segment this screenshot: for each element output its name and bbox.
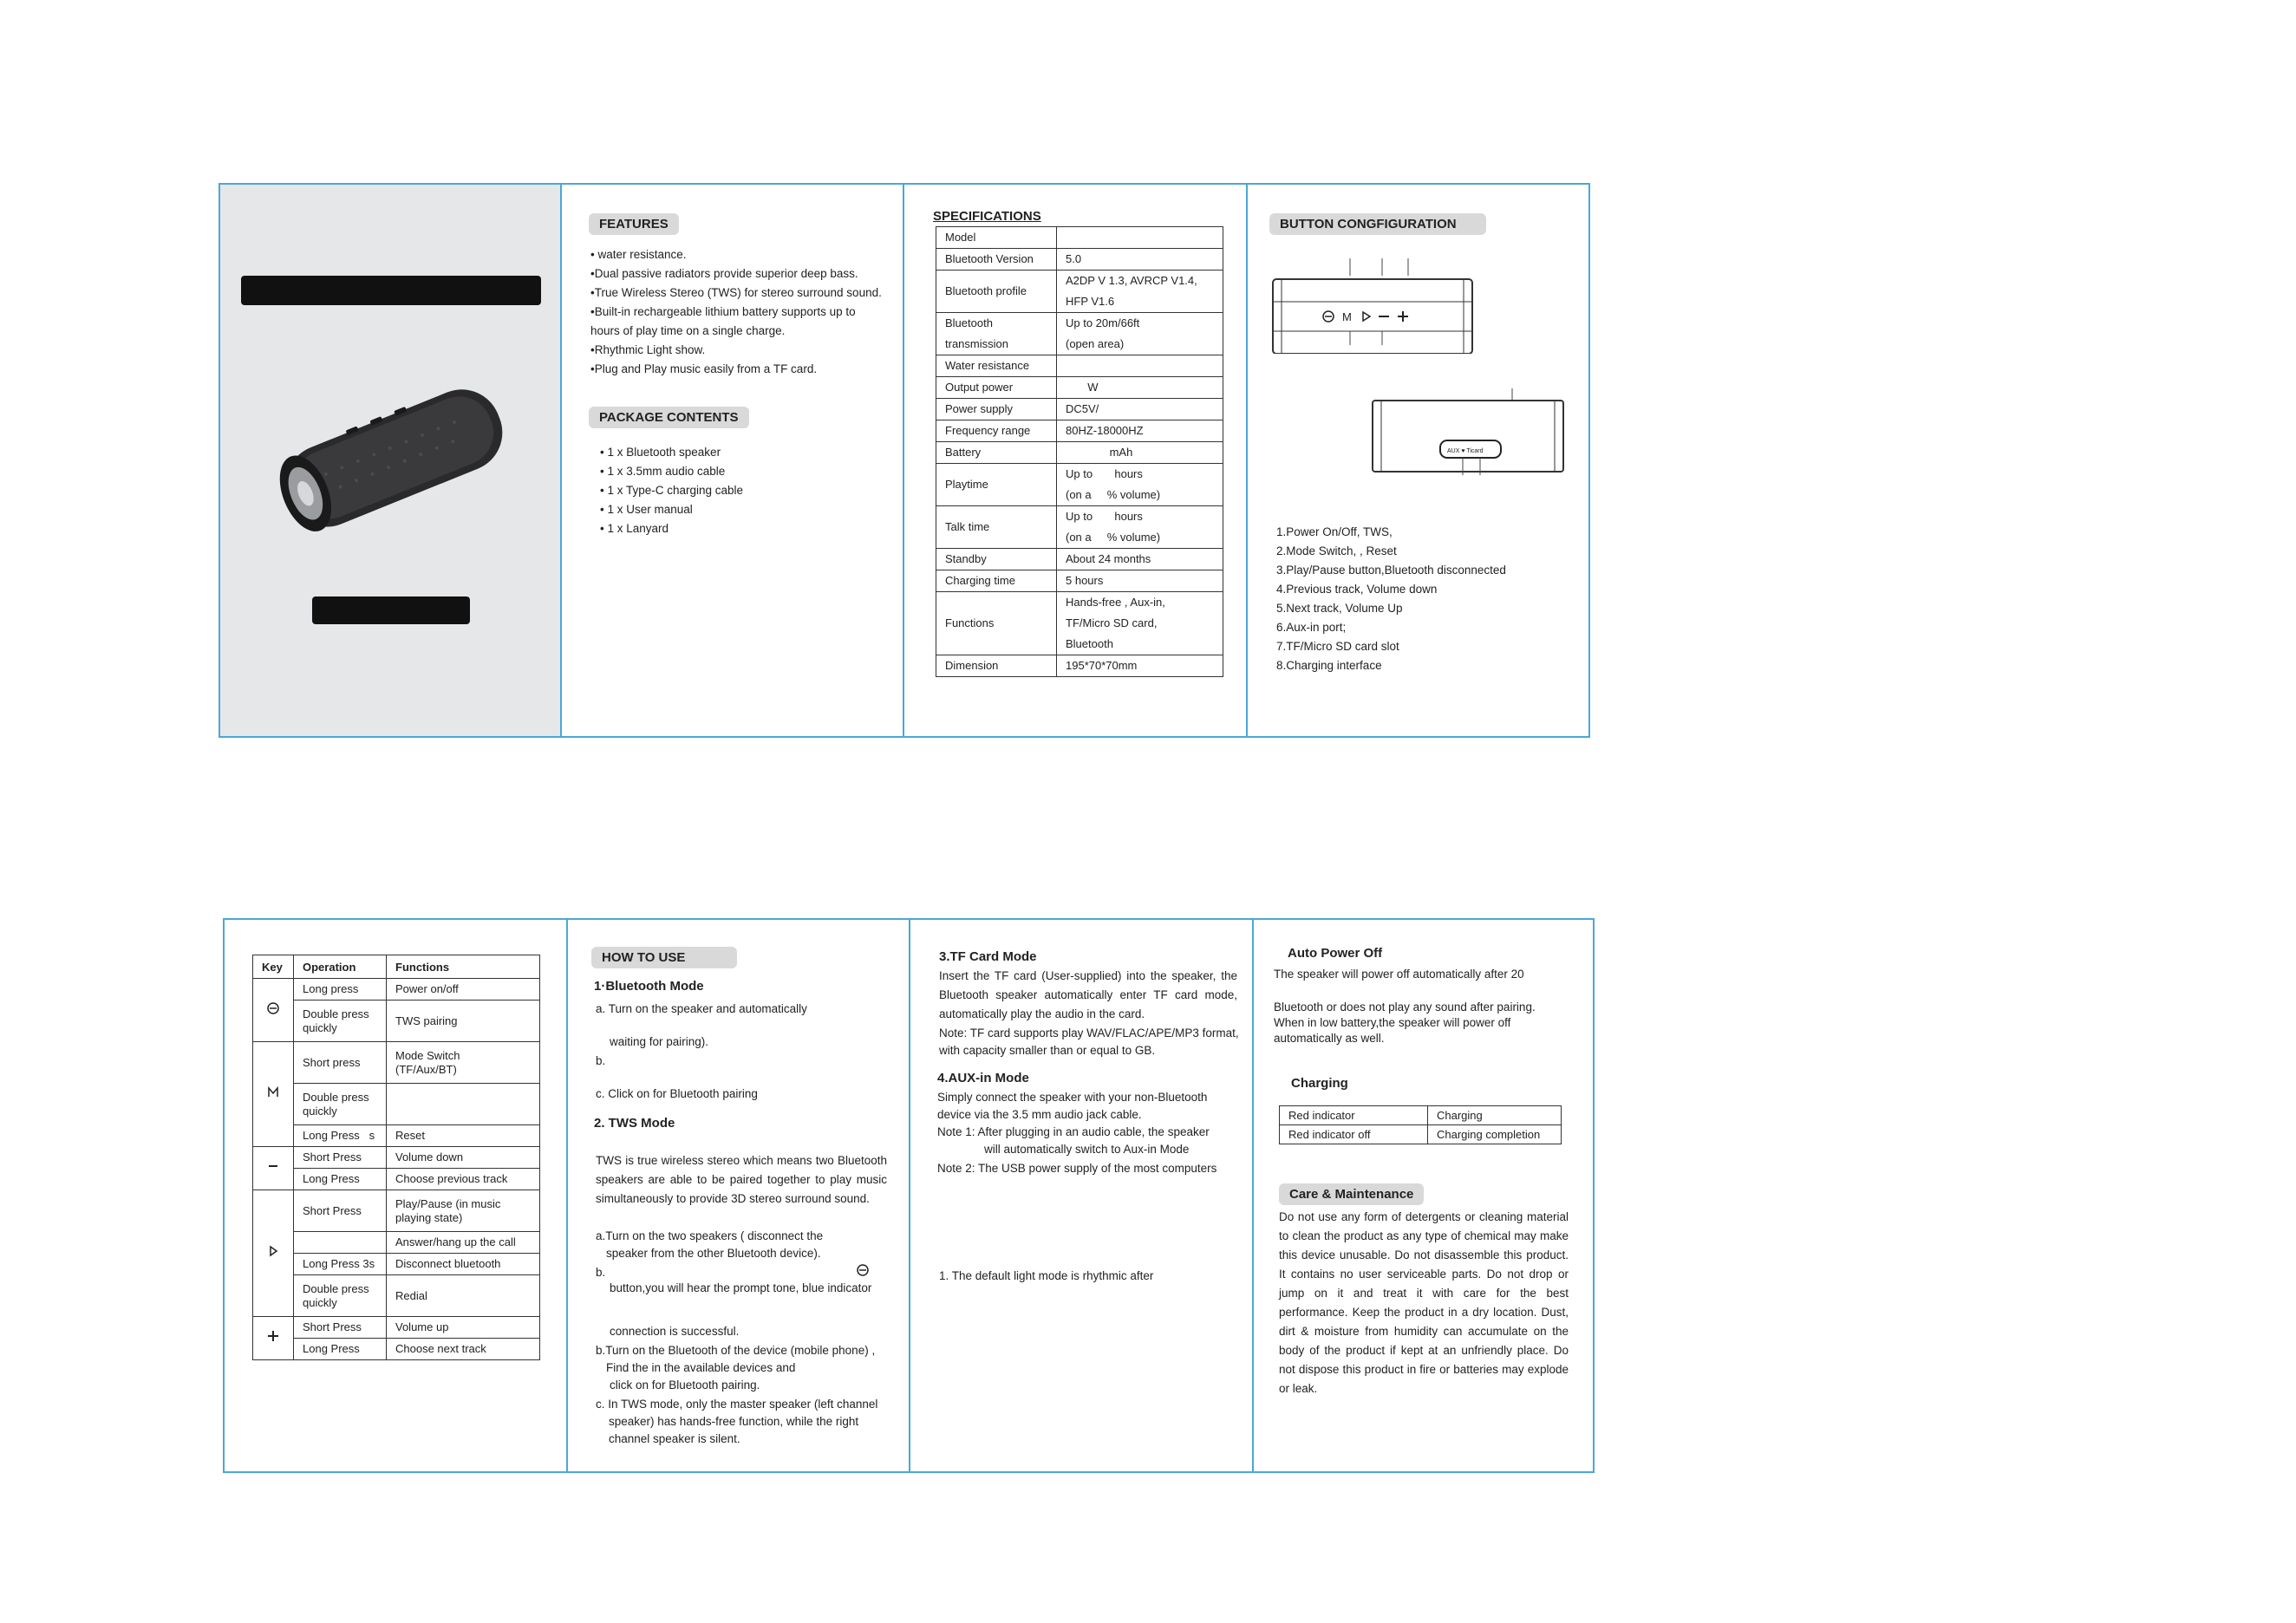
key-function: Volume up	[387, 1317, 540, 1339]
key-operation: Double press quickly	[294, 1001, 387, 1042]
cover-panel	[220, 185, 560, 736]
tws-step: b.Turn on the Bluetooth of the device (mobile phone) ,	[596, 1344, 876, 1357]
key-operation: Short Press	[294, 1317, 387, 1339]
spec-row	[936, 420, 1223, 442]
auto-off-text: Bluetooth or does not play any sound after pairing.	[1274, 1001, 1536, 1014]
power-icon	[266, 1004, 280, 1019]
spec-value: About 24 months	[1057, 549, 1223, 570]
key-operation: Short press	[294, 1042, 387, 1084]
aux-text: Simply connect the speaker with your non-Bluetooth	[937, 1091, 1208, 1104]
charging-row	[1280, 1106, 1562, 1125]
key-row	[253, 1339, 540, 1360]
tws-step: connection is successful.	[610, 1325, 740, 1338]
tws-mode-title: 2. TWS Mode	[594, 1116, 675, 1131]
tws-step: channel speaker is silent.	[609, 1432, 740, 1445]
auto-off-text: automatically as well.	[1274, 1032, 1385, 1045]
spec-key: Functions	[936, 592, 1057, 655]
key-function: Power on/off	[387, 979, 540, 1001]
key-table-heading: Functions	[387, 955, 540, 979]
charging-row	[1280, 1125, 1562, 1144]
charging-indicator: Red indicator	[1280, 1106, 1428, 1125]
key-function: Play/Pause (in music playing state)	[387, 1190, 540, 1232]
spec-row	[936, 249, 1223, 270]
button-item: 2.Mode Switch, , Reset	[1276, 544, 1397, 557]
spec-row	[936, 227, 1223, 249]
spec-key: Power supply	[936, 399, 1057, 420]
feature-item: hours of play time on a single charge.	[590, 324, 786, 337]
key-table-heading: Operation	[294, 955, 387, 979]
key-operation: Short Press	[294, 1190, 387, 1232]
button-item: 7.TF/Micro SD card slot	[1276, 640, 1399, 653]
key-row	[253, 1125, 540, 1147]
bt-step: a. Turn on the speaker and automatically	[596, 1002, 807, 1015]
charging-indicator: Red indicator off	[1280, 1125, 1428, 1144]
spec-value	[1057, 355, 1223, 377]
button-item: 4.Previous track, Volume down	[1276, 583, 1438, 596]
tws-step: speaker) has hands-free function, while the right	[609, 1415, 859, 1428]
spec-row	[936, 377, 1223, 399]
key-operation: Long Press 3s	[294, 1254, 387, 1275]
tf-mode-title: 3.TF Card Mode	[939, 949, 1037, 964]
bt-mode-title: 1·Bluetooth Mode	[594, 979, 704, 994]
aux-note: Note 2: The USB power supply of the most computers	[937, 1162, 1217, 1175]
key-row	[253, 1232, 540, 1254]
spec-value: Hands-free , Aux-in, TF/Micro SD card, Bluetooth	[1057, 592, 1223, 655]
key-function: Choose previous track	[387, 1169, 540, 1190]
key-operation: Long press	[294, 979, 387, 1001]
key-row	[253, 1084, 540, 1125]
aux-text: device via the 3.5 mm audio jack cable.	[937, 1108, 1142, 1121]
key-function: Volume down	[387, 1147, 540, 1169]
bt-step: c. Click on for Bluetooth pairing	[596, 1087, 758, 1100]
key-icon-cell	[253, 979, 294, 1042]
spec-row	[936, 570, 1223, 592]
spec-value: W	[1057, 377, 1223, 399]
key-icon-cell	[253, 1317, 294, 1360]
spec-value: mAh	[1057, 442, 1223, 464]
key-row	[253, 1169, 540, 1190]
spec-value: 5 hours	[1057, 570, 1223, 592]
spec-row	[936, 464, 1223, 506]
key-row	[253, 1042, 540, 1084]
minus-icon	[266, 1162, 280, 1177]
spec-key: Output power	[936, 377, 1057, 399]
spec-key: Charging time	[936, 570, 1057, 592]
features-title: FEATURES	[589, 213, 679, 235]
package-item: • 1 x 3.5mm audio cable	[600, 465, 726, 478]
tf-note: with capacity smaller than or equal to GB.	[939, 1044, 1156, 1057]
key-operation	[294, 1232, 387, 1254]
tws-step: a.Turn on the two speakers ( disconnect the	[596, 1229, 824, 1242]
spec-key: Bluetooth Version	[936, 249, 1057, 270]
specs-title: SPECIFICATIONS	[933, 209, 1041, 224]
play-icon	[266, 1247, 280, 1261]
button-item: 5.Next track, Volume Up	[1276, 602, 1403, 615]
spec-row	[936, 270, 1223, 313]
speaker-top-diagram	[1269, 258, 1477, 354]
mode-icon	[266, 1088, 280, 1103]
care-text: Do not use any form of detergents or cleaning material to clean the product as any type of chemical may make this device unusable. Do not disassemble this product. It contains no user serviceable parts. Do not drop or jump on it and treat it with care for the best performance. Keep the product in a dry location. Dust, dirt & moisture from humidity can accumulate on the body of the product if kept at an unfriendly place. Do not dispose this product in fire or batteries may explode or leak.	[1279, 1210, 1569, 1395]
key-function: Reset	[387, 1125, 540, 1147]
tws-step: Find the in the available devices and	[606, 1361, 796, 1374]
key-operation: Double press quickly	[294, 1275, 387, 1317]
key-operation: Short Press	[294, 1147, 387, 1169]
spec-value: 195*70*70mm	[1057, 655, 1223, 677]
key-functions-table	[252, 955, 540, 1360]
package-item: • 1 x Type-C charging cable	[600, 484, 744, 497]
button-item: 8.Charging interface	[1276, 659, 1382, 672]
bt-step: b.	[596, 1054, 606, 1067]
spec-key: Bluetooth profile	[936, 270, 1057, 313]
feature-item: •Dual passive radiators provide superior deep bass.	[590, 267, 858, 280]
package-item: • 1 x User manual	[600, 503, 693, 516]
key-function: Choose next track	[387, 1339, 540, 1360]
spec-value: 80HZ-18000HZ	[1057, 420, 1223, 442]
key-function	[387, 1084, 540, 1125]
spec-key: Dimension	[936, 655, 1057, 677]
care-title: Care & Maintenance	[1279, 1183, 1424, 1205]
button-item: 6.Aux-in port;	[1276, 621, 1347, 634]
spec-value: A2DP V 1.3, AVRCP V1.4, HFP V1.6	[1057, 270, 1223, 313]
key-icon-cell	[253, 1190, 294, 1317]
button-item: 3.Play/Pause button,Bluetooth disconnected	[1276, 564, 1506, 577]
auto-off-text: The speaker will power off automatically after 20	[1274, 968, 1524, 981]
spec-row	[936, 549, 1223, 570]
key-row	[253, 1147, 540, 1169]
speaker-image	[255, 371, 524, 544]
spec-value: Up to hours (on a % volume)	[1057, 464, 1223, 506]
fold-line	[903, 185, 904, 736]
top-sheet	[219, 183, 1590, 738]
package-title: PACKAGE CONTENTS	[589, 407, 749, 428]
feature-item: •Rhythmic Light show.	[590, 343, 706, 356]
spec-key: Playtime	[936, 464, 1057, 506]
spec-row	[936, 313, 1223, 355]
tws-step: button,you will hear the prompt tone, blue indicator	[610, 1281, 872, 1294]
fold-line	[566, 920, 568, 1471]
fold-line	[1252, 920, 1254, 1471]
plus-icon	[266, 1332, 280, 1346]
spec-value: Up to 20m/66ft (open area)	[1057, 313, 1223, 355]
spec-value: 5.0	[1057, 249, 1223, 270]
key-operation: Long Press	[294, 1339, 387, 1360]
tws-step: speaker from the other Bluetooth device).	[606, 1247, 821, 1260]
feature-item: •Built-in rechargeable lithium battery supports up to	[590, 305, 856, 318]
spec-value: Up to hours (on a % volume)	[1057, 506, 1223, 549]
fold-line	[909, 920, 910, 1471]
button-item: 1.Power On/Off, TWS,	[1276, 525, 1393, 538]
key-icon-cell	[253, 1042, 294, 1147]
feature-item: •True Wireless Stereo (TWS) for stereo surround sound.	[590, 286, 882, 299]
light-mode-text: 1. The default light mode is rhythmic after	[939, 1269, 1154, 1282]
spec-key: Bluetooth transmission	[936, 313, 1057, 355]
spec-value	[1057, 227, 1223, 249]
key-operation: Long Press s	[294, 1125, 387, 1147]
bottom-sheet	[223, 918, 1595, 1473]
aux-note: will automatically switch to Aux-in Mode	[984, 1143, 1190, 1156]
key-icon-cell	[253, 1147, 294, 1190]
key-function: Answer/hang up the call	[387, 1232, 540, 1254]
key-row	[253, 1254, 540, 1275]
spec-key: Battery	[936, 442, 1057, 464]
spec-key: Standby	[936, 549, 1057, 570]
specs-table	[936, 226, 1223, 677]
feature-item: •Plug and Play music easily from a TF card.	[590, 362, 818, 375]
auto-off-title: Auto Power Off	[1288, 946, 1383, 961]
package-item: • 1 x Bluetooth speaker	[600, 446, 721, 459]
svg-text:M: M	[1342, 310, 1352, 323]
key-row	[253, 1190, 540, 1232]
fold-line	[560, 185, 562, 736]
spec-row	[936, 506, 1223, 549]
charging-title: Charging	[1291, 1076, 1348, 1091]
key-function: Mode Switch (TF/Aux/BT)	[387, 1042, 540, 1084]
tws-intro: TWS is true wireless stereo which means two Bluetooth speakers are able to be paired together to play music simultaneously to provide 3D stereo surround sound.	[596, 1154, 887, 1205]
key-row	[253, 1275, 540, 1317]
tf-text: Insert the TF card (User-supplied) into the speaker, the Bluetooth speaker automatically enter TF card mode, automatically play the audio in the card.	[939, 969, 1237, 1020]
tws-step: c. In TWS mode, only the master speaker (left channel	[596, 1398, 878, 1411]
spec-value: DC5V/	[1057, 399, 1223, 420]
key-table-heading: Key	[253, 955, 294, 979]
feature-item: • water resistance.	[590, 248, 687, 261]
bt-step: waiting for pairing).	[610, 1035, 709, 1048]
charging-table	[1279, 1105, 1562, 1144]
key-operation: Long Press	[294, 1169, 387, 1190]
spec-row	[936, 592, 1223, 655]
tws-step: click on for Bluetooth pairing.	[610, 1379, 760, 1392]
buttons-title: BUTTON CONGFIGURATION	[1269, 213, 1486, 235]
port-labels: AUX ♥ Ticard	[1447, 448, 1484, 454]
auto-off-text: When in low battery,the speaker will power off	[1274, 1016, 1511, 1029]
aux-note: Note 1: After plugging in an audio cable, the speaker	[937, 1125, 1210, 1138]
spec-key: Water resistance	[936, 355, 1057, 377]
package-item: • 1 x Lanyard	[600, 522, 669, 535]
spec-key: Model	[936, 227, 1057, 249]
aux-mode-title: 4.AUX-in Mode	[937, 1071, 1029, 1085]
tf-note: Note: TF card supports play WAV/FLAC/APE/MP3 format,	[939, 1027, 1239, 1040]
key-table-header	[253, 955, 540, 979]
power-icon	[856, 1263, 870, 1277]
spec-key: Talk time	[936, 506, 1057, 549]
key-function: Disconnect bluetooth	[387, 1254, 540, 1275]
key-row	[253, 1317, 540, 1339]
charging-status: Charging	[1428, 1106, 1562, 1125]
key-row	[253, 1001, 540, 1042]
cover-model-bar	[312, 596, 470, 624]
key-operation: Double press quickly	[294, 1084, 387, 1125]
spec-row	[936, 355, 1223, 377]
charging-status: Charging completion	[1428, 1125, 1562, 1144]
cover-title-bar	[241, 276, 541, 305]
speaker-back-diagram	[1369, 388, 1569, 475]
key-function: TWS pairing	[387, 1001, 540, 1042]
key-function: Redial	[387, 1275, 540, 1317]
spec-key: Frequency range	[936, 420, 1057, 442]
key-row	[253, 979, 540, 1001]
spec-row	[936, 442, 1223, 464]
tws-step: b.	[596, 1266, 606, 1279]
spec-row	[936, 399, 1223, 420]
spec-row	[936, 655, 1223, 677]
fold-line	[1246, 185, 1248, 736]
howto-title: HOW TO USE	[591, 947, 737, 968]
